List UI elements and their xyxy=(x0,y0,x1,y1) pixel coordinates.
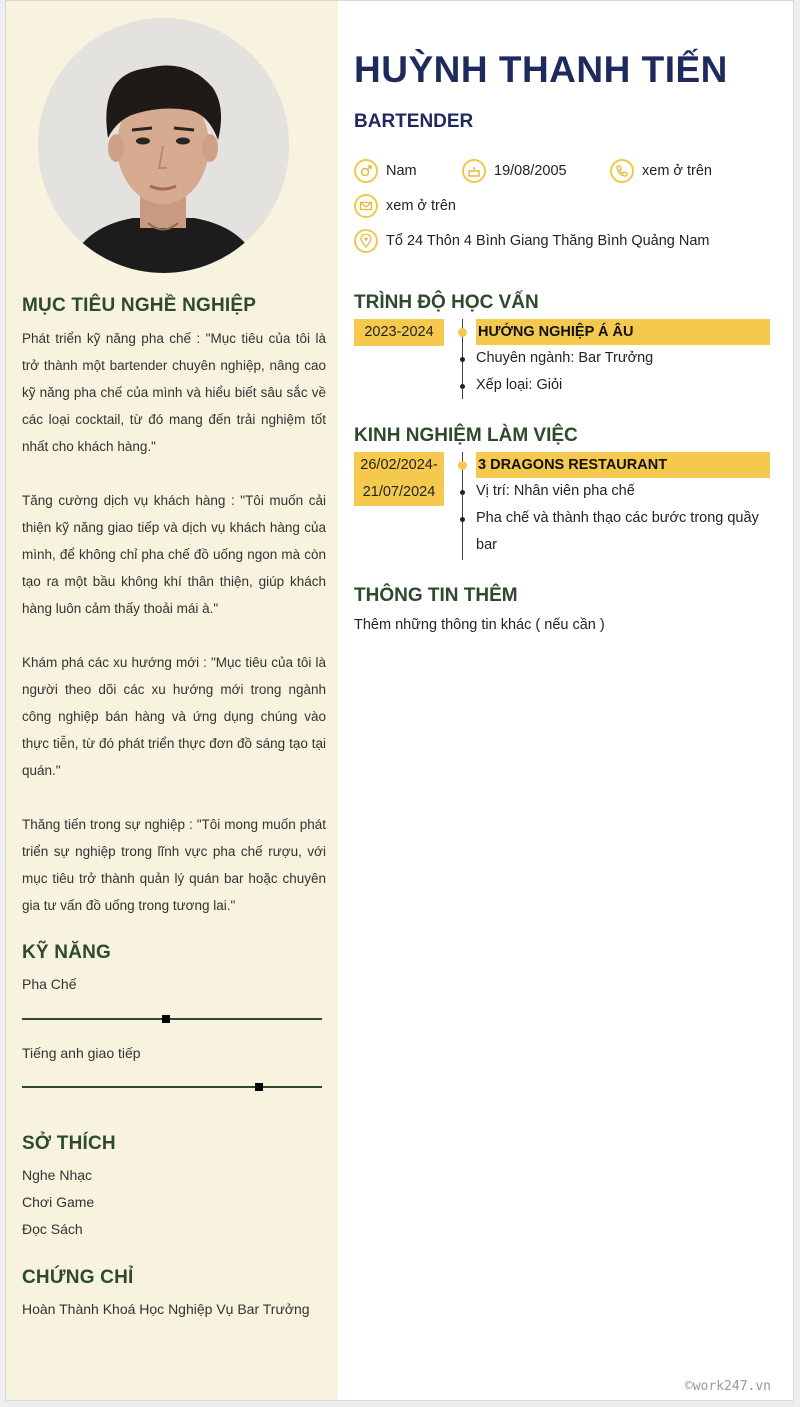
skill-bar xyxy=(22,1086,322,1088)
birthdate-info xyxy=(462,159,567,183)
objective-paragraph: Thăng tiến trong sự nghiệp : "Tôi mong muốn phát triển sự nghiệp trong lĩnh vực pha chế rượu, với mục tiêu trở thành quản lý quán bar hoặc chuyên gia tư vấn đồ uống trong tương lai." xyxy=(22,817,326,913)
birthdate-value: 19/08/2005 xyxy=(494,163,567,179)
objective-title: MỤC TIÊU NGHỀ NGHIỆP xyxy=(22,295,257,316)
phone-icon xyxy=(610,159,634,183)
email-value: xem ở trên xyxy=(386,198,456,214)
map-pin-icon xyxy=(354,229,378,253)
birthday-cake-icon xyxy=(462,159,486,183)
objective-text xyxy=(22,325,326,946)
skills-title: KỸ NĂNG xyxy=(22,942,112,963)
experience-date-end: 21/07/2024 xyxy=(362,484,436,500)
objective-paragraph: Phát triển kỹ năng pha chế : "Mục tiêu của tôi là trở thành một bartender chuyên nghiệp, nâng cao kỹ năng pha chế của mình và hiểu biết sâu sắc về các loại cocktail, từ đó mang đến trải nghiệm tốt nhất cho khách hàng." xyxy=(22,331,326,454)
hobbies-title: SỞ THÍCH xyxy=(22,1133,116,1154)
sidebar xyxy=(6,1,338,1400)
education-timeline-dot xyxy=(458,328,467,337)
certificates-title: CHỨNG CHỈ xyxy=(22,1267,134,1288)
candidate-name: HUỲNH THANH TIẾN xyxy=(354,49,728,90)
education-school: HƯỚNG NGHIỆP Á ÂU xyxy=(476,319,770,345)
experience-company: 3 DRAGONS RESTAURANT xyxy=(476,452,770,478)
education-date: 2023-2024 xyxy=(354,319,444,346)
hobby-item: Nghe Nhạc xyxy=(22,1167,93,1183)
profile-photo xyxy=(38,18,289,273)
email-icon xyxy=(354,194,378,218)
hobby-item: Đọc Sách xyxy=(22,1221,83,1237)
additional-title: THÔNG TIN THÊM xyxy=(354,585,518,606)
experience-title: KINH NGHIỆM LÀM VIỆC xyxy=(354,425,578,446)
gender-value: Nam xyxy=(386,163,417,179)
skill-name: Pha Chế xyxy=(22,976,77,992)
profile-photo-illustration xyxy=(38,18,289,273)
bullet-dot xyxy=(460,517,465,522)
experience-detail: Vị trí: Nhân viên pha chế xyxy=(476,483,635,499)
cv-page xyxy=(5,0,794,1401)
experience-date xyxy=(354,452,444,506)
address-info xyxy=(354,229,710,253)
phone-value: xem ở trên xyxy=(642,163,712,179)
additional-text: Thêm những thông tin khác ( nếu cần ) xyxy=(354,617,605,633)
skill-level-marker xyxy=(255,1083,263,1091)
skill-name: Tiếng anh giao tiếp xyxy=(22,1045,141,1061)
education-detail: Chuyên ngành: Bar Trưởng xyxy=(476,350,654,366)
skill-level-marker xyxy=(162,1015,170,1023)
objective-paragraph: Tăng cường dịch vụ khách hàng : "Tôi muốn cải thiện kỹ năng giao tiếp và dịch vụ khách hàng của mình, để không chỉ pha chế đồ uống ngon mà còn tạo ra một bầu không khí thân thiện, giúp khách hàng luôn cảm thấy thoải mái à." xyxy=(22,493,326,616)
experience-date-start: 26/02/2024- xyxy=(360,457,438,473)
education-detail: Xếp loại: Giỏi xyxy=(476,377,563,393)
phone-info xyxy=(610,159,712,183)
address-value: Tổ 24 Thôn 4 Bình Giang Thăng Bình Quảng Nam xyxy=(386,233,710,249)
job-title: BARTENDER xyxy=(354,111,474,132)
certificate-item: Hoàn Thành Khoá Học Nghiệp Vụ Bar Trưởng xyxy=(22,1301,310,1317)
education-title: TRÌNH ĐỘ HỌC VẤN xyxy=(354,292,539,313)
gender-info xyxy=(354,159,417,183)
bullet-dot xyxy=(460,490,465,495)
objective-paragraph: Khám phá các xu hướng mới : "Mục tiêu của tôi là người theo dõi các xu hướng mới trong ngành công nghiệp bán hàng và ứng dụng chúng vào thực tiễn, từ đó phát triển thực đơn đồ sáng tạo tại quán." xyxy=(22,655,326,778)
gender-icon xyxy=(354,159,378,183)
skill-bar xyxy=(22,1018,322,1020)
experience-timeline-dot xyxy=(458,461,467,470)
hobby-item: Chơi Game xyxy=(22,1194,95,1210)
watermark: ©work247.vn xyxy=(684,1379,771,1394)
email-info xyxy=(354,194,456,218)
bullet-dot xyxy=(460,357,465,362)
bullet-dot xyxy=(460,384,465,389)
experience-detail: Pha chế và thành thạo các bước trong quầy bar xyxy=(476,510,759,553)
